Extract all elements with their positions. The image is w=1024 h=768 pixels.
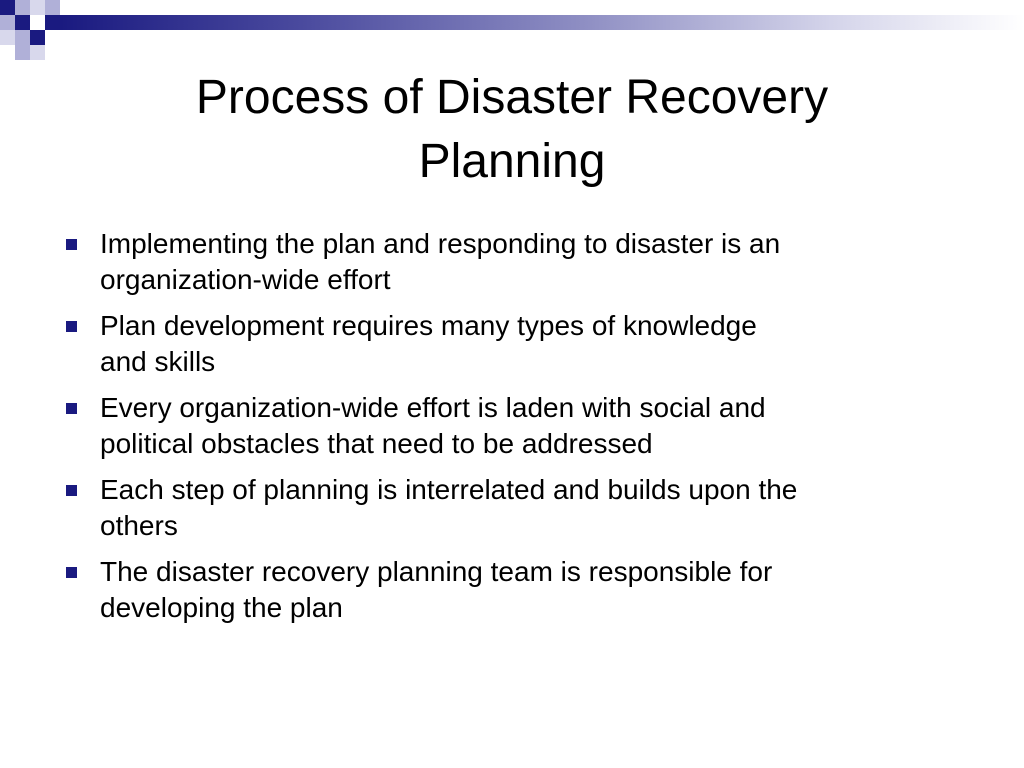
deco-square: [30, 45, 45, 60]
bullet-list: [62, 226, 962, 636]
bullet-text-line: organization-wide effort: [100, 264, 391, 295]
bullet-text-line: developing the plan: [100, 592, 343, 623]
deco-square: [45, 30, 60, 45]
deco-square: [15, 0, 30, 15]
bullet-item: [62, 390, 962, 462]
deco-square: [15, 30, 30, 45]
deco-square: [45, 0, 60, 15]
deco-square: [45, 15, 60, 30]
bullet-item: [62, 226, 962, 298]
deco-square: [0, 0, 15, 15]
deco-square: [15, 45, 30, 60]
bullet-item: [62, 472, 962, 544]
slide-title: [60, 66, 964, 194]
bullet-item: [62, 308, 962, 380]
bullet-text-line: political obstacles that need to be addressed: [100, 428, 653, 459]
bullet-text-line: Plan development requires many types of knowledge: [100, 310, 757, 341]
bullet-text-line: The disaster recovery planning team is responsible for: [100, 556, 773, 587]
deco-square: [0, 30, 15, 45]
deco-square: [30, 30, 45, 45]
square-bullet-icon: [66, 321, 77, 332]
bullet-text-line: Implementing the plan and responding to disaster is an: [100, 228, 781, 259]
square-bullet-icon: [66, 485, 77, 496]
deco-square: [30, 0, 45, 15]
deco-square: [15, 15, 30, 30]
square-bullet-icon: [66, 239, 77, 250]
square-bullet-icon: [66, 403, 77, 414]
deco-square: [0, 15, 15, 30]
bullet-text-line: and skills: [100, 346, 216, 377]
bullet-text-line: others: [100, 510, 178, 541]
bullet-text-line: Each step of planning is interrelated and builds upon the: [100, 474, 798, 505]
bullet-text-line: Every organization-wide effort is laden with social and: [100, 392, 766, 423]
title-line: Process of Disaster Recovery: [195, 71, 829, 124]
header-gradient-bar: [60, 15, 1024, 30]
deco-square: [30, 15, 45, 30]
bullet-item: [62, 554, 962, 626]
square-bullet-icon: [66, 567, 77, 578]
title-line: Planning: [418, 135, 606, 188]
